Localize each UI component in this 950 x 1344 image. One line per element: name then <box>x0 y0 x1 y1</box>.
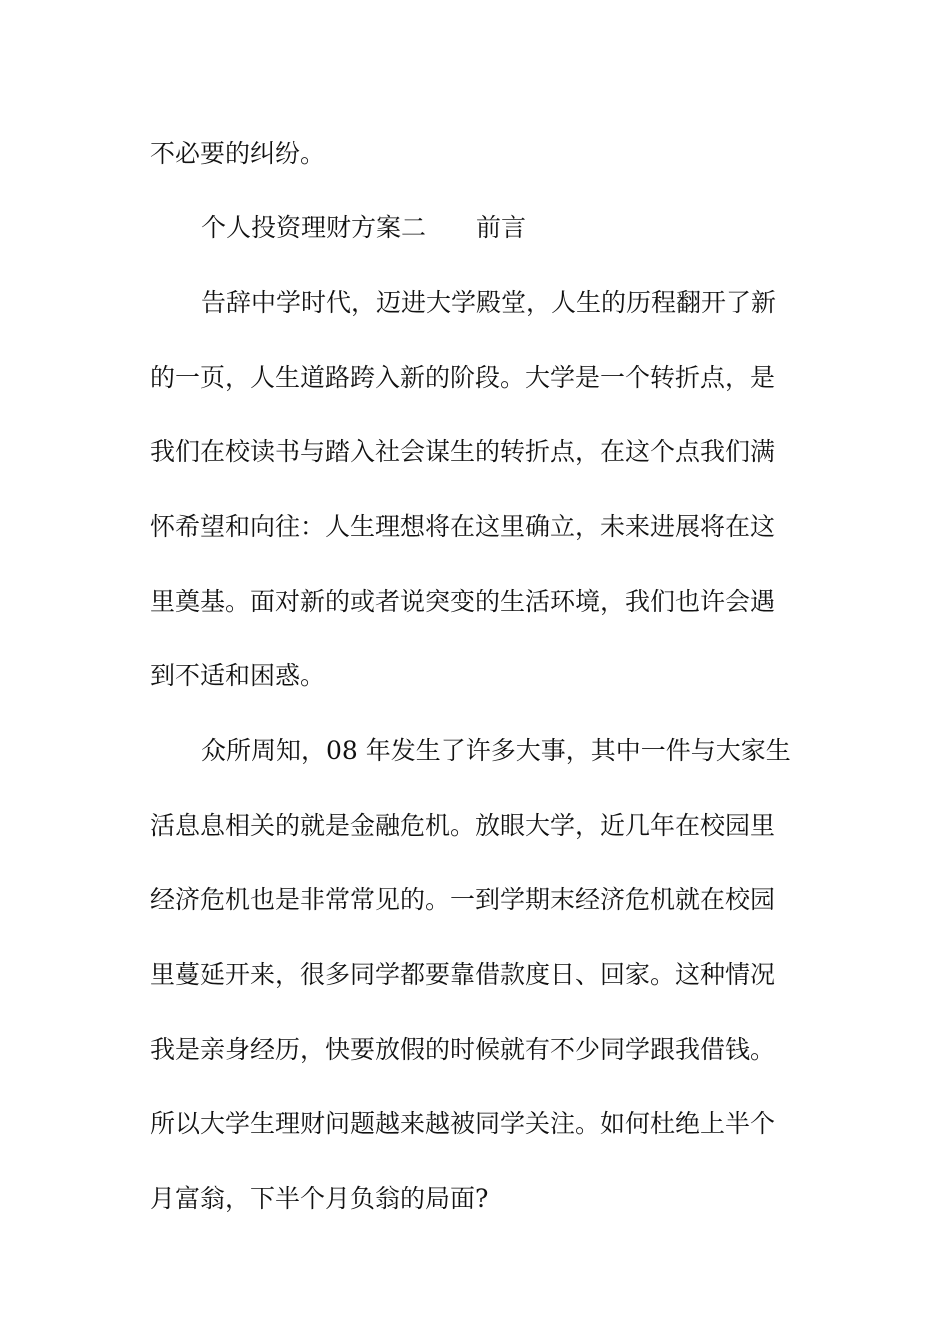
text-line: 我是亲身经历，快要放假的时候就有不少同学跟我借钱。 <box>150 1035 776 1064</box>
text-line: 我们在校读书与踏入社会谋生的转折点，在这个点我们满 <box>150 437 776 466</box>
text-line: 的一页，人生道路跨入新的阶段。大学是一个转折点，是 <box>150 363 776 392</box>
text-line: 里奠基。面对新的或者说突变的生活环境，我们也许会遇 <box>150 587 776 616</box>
text-line: 怀希望和向往：人生理想将在这里确立，未来进展将在这 <box>150 512 776 541</box>
text-line: 到不适和困惑。 <box>150 661 326 690</box>
text-line: 活息息相关的就是金融危机。放眼大学，近几年在校园里 <box>150 811 776 840</box>
text-line: 不必要的纠纷。 <box>150 139 326 168</box>
text-line: 月富翁，下半个月负翁的局面? <box>150 1184 489 1213</box>
text-line: 所以大学生理财问题越来越被同学关注。如何杜绝上半个 <box>150 1109 776 1138</box>
text-line: 众所周知，08 年发生了许多大事，其中一件与大家生 <box>201 736 791 765</box>
text-line: 告辞中学时代，迈进大学殿堂，人生的历程翻开了新 <box>201 288 777 317</box>
section-heading: 个人投资理财方案二 前言 <box>201 213 527 242</box>
text-line: 里蔓延开来，很多同学都要靠借款度日、回家。这种情况 <box>150 960 776 989</box>
text-line: 经济危机也是非常常见的。一到学期末经济危机就在校园 <box>150 885 776 914</box>
